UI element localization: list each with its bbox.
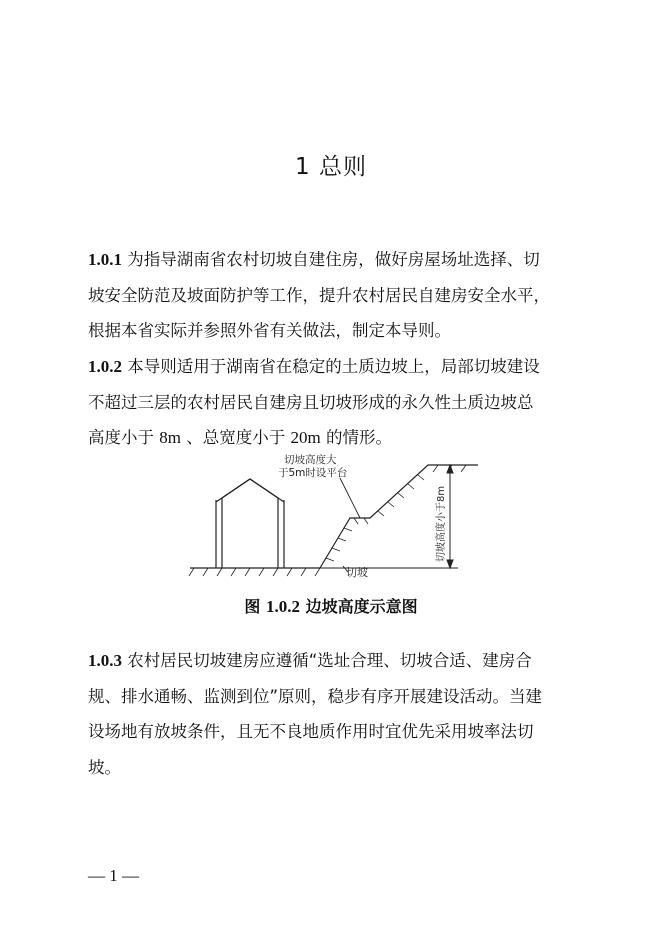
clause-line [88,643,588,679]
clause-line [88,349,588,385]
slope-height-figure [188,450,488,585]
clause-text: 、总宽度小于 [186,428,286,447]
clause-number: 1.0.2 [88,357,122,376]
platform-label-line2: 于5m时设平台 [278,467,348,479]
clause-1-0-3 [88,643,588,785]
caption-text: 边坡高度示意图 [305,597,418,616]
clause-line: 根据本省实际并参照外省有关做法，制定本导则。 [88,321,451,340]
ground-hatching [189,568,320,576]
clause-1-0-1 [88,242,588,349]
page-number: — 1 — [88,866,139,885]
clause-text: 为指导湖南省农村切坡自建住房，做好房屋场址选择、切 [127,250,540,269]
clause-line: 设场地有放坡条件，且无不良地质作用时宜优先采用坡率法切 [88,722,534,741]
clause-text: 的情形。 [325,428,392,447]
caption-number: 1.0.2 [266,597,300,616]
clause-text: 本导则适用于湖南省在稳定的土质边坡上，局部切坡建设 [127,357,540,376]
slope-profile [320,465,478,568]
height-value: 8m [159,428,181,447]
clause-line: 坡安全防范及坡面防护等工作，提升农村居民自建房安全水平， [88,285,550,305]
figure-caption [0,594,662,617]
clause-number: 1.0.3 [88,651,122,670]
clause-text: 高度小于 [88,428,154,447]
house-outline [216,479,284,568]
clause-line: 不超过三层的农村居民自建房且切坡形成的永久性土质边坡总 [88,392,534,412]
clause-text: 农村居民切坡建房应遵循“选址合理、切坡合适、建房合 [127,651,532,670]
slope-label: 切坡 [346,566,368,579]
clause-1-0-2 [88,349,588,456]
platform-label-line1: 切坡高度大 [284,454,337,466]
clause-number: 1.0.1 [88,250,122,269]
width-value: 20m [290,428,321,447]
page-title: 1 总则 [295,154,367,180]
platform-leader [340,478,360,518]
clause-line [88,242,588,278]
slope-diagram [188,450,488,585]
clause-line: 规、排水通畅、监测到位”原则，稳步有序开展建设活动。当建 [88,686,543,706]
caption-prefix: 图 [244,597,261,616]
clause-line: 坡。 [88,757,121,777]
height-label: 切坡高度小于8m [436,485,447,562]
